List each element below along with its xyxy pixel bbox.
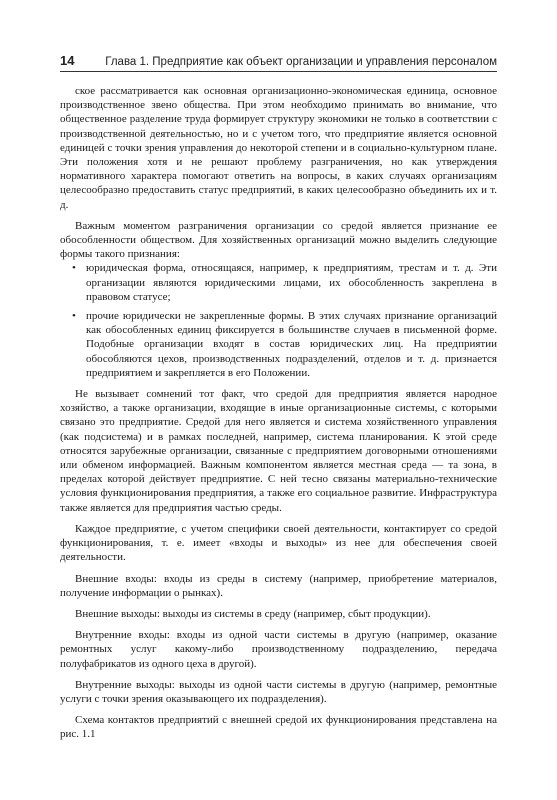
paragraph: Внешние выходы: выходы из системы в среду (например, сбыт продукции). [75,607,431,620]
paragraph: Каждое предприятие, с учетом специфики своей деятельности, контактирует со средой функционирования, т. е. имеет «входы и выходы» из нее для обеспечения своей деятельности. [60,522,497,564]
paragraph: Внутренние выходы: выходы из одной части системы в другую (например, ремонтные услуги с точки зрения оказывающего их подразделения). [60,678,497,705]
bullet-item: • юридическая форма, относящаяся, например, к предприятиям, трестам и т. д. Эти организации являются юридическими лицами, их обособленность закреплена в правовом статусе; [86,261,497,304]
bullet-list [60,261,497,380]
paragraph: ское рассматривается как основная организационно-экономическая единица, основное производственное звено общества. При этом необходимо принимать во внимание, что общественное разделение труда формирует структуру экономики не только в соответствии с производственной деятельностью, но и с учетом того, что предприятие является основной единицей с точки зрения управления до некоторой степени и в социально-культурном плане. Эти положения хотя и не решают проблему разграничения, но как утверждения нормативного характера помогают ответить на вопросы, в каких случаях организациям целесообразно предоставить статус предприятий, в каких целесообразно объединить их и т. д. [60,85,497,211]
paragraph: Важным моментом разграничения организации со средой является признание ее обособленности обществом. Для хозяйственных организаций можно выделить следующие формы такого признания: [60,219,497,261]
paragraph: Схема контактов предприятий с внешней средой их функционирования представлена на рис. 1.1 [60,714,497,741]
paragraph: Не вызывает сомнений тот факт, что средой для предприятия является народное хозяйство, а также организации, входящие в иные организационные системы, с которыми связано это предприятие. Средой для него является и система хозяйственного управления (как подсистема) и в рамках последней, например, система планирования. К этой среде относятся зарубежные организации, связанные с предприятием договорными отношениями или обменом информацией. Важным компонентом является местная среда — та зона, в пределах которой действует предприятие. С ней тесно связаны материально-технические условия функционирования предприятия, а также его социальное развитие. Инфраструктура также является для предприятия частью среды. [60,388,497,514]
bullet-item: • прочие юридически не закрепленные формы. В этих случаях признание организаций как обособленных единиц фиксируется в большинстве случаев в письменной форме. Подобные организации входят в состав юридических лиц. На предприятии обособляются цехов, производственных подразделений, отделов и т. д. признается предприятием и закрепляется в его Положении. [86,309,497,380]
page-number: 14 [60,53,75,68]
body-text [60,84,497,742]
chapter-title: Глава 1. Предприятие как объект организации и управления персоналом [105,56,497,68]
paragraph: Внутренние входы: входы из одной части системы в другую (например, оказание ремонтных услуг какому-либо производственному подразделению, передача полуфабрикатов из одного цеха в другой). [60,629,497,670]
header-rule [60,71,497,72]
paragraph: Внешние входы: входы из среды в систему (например, приобретение материалов, получение информации о рынках). [60,572,497,599]
running-header [60,50,497,68]
